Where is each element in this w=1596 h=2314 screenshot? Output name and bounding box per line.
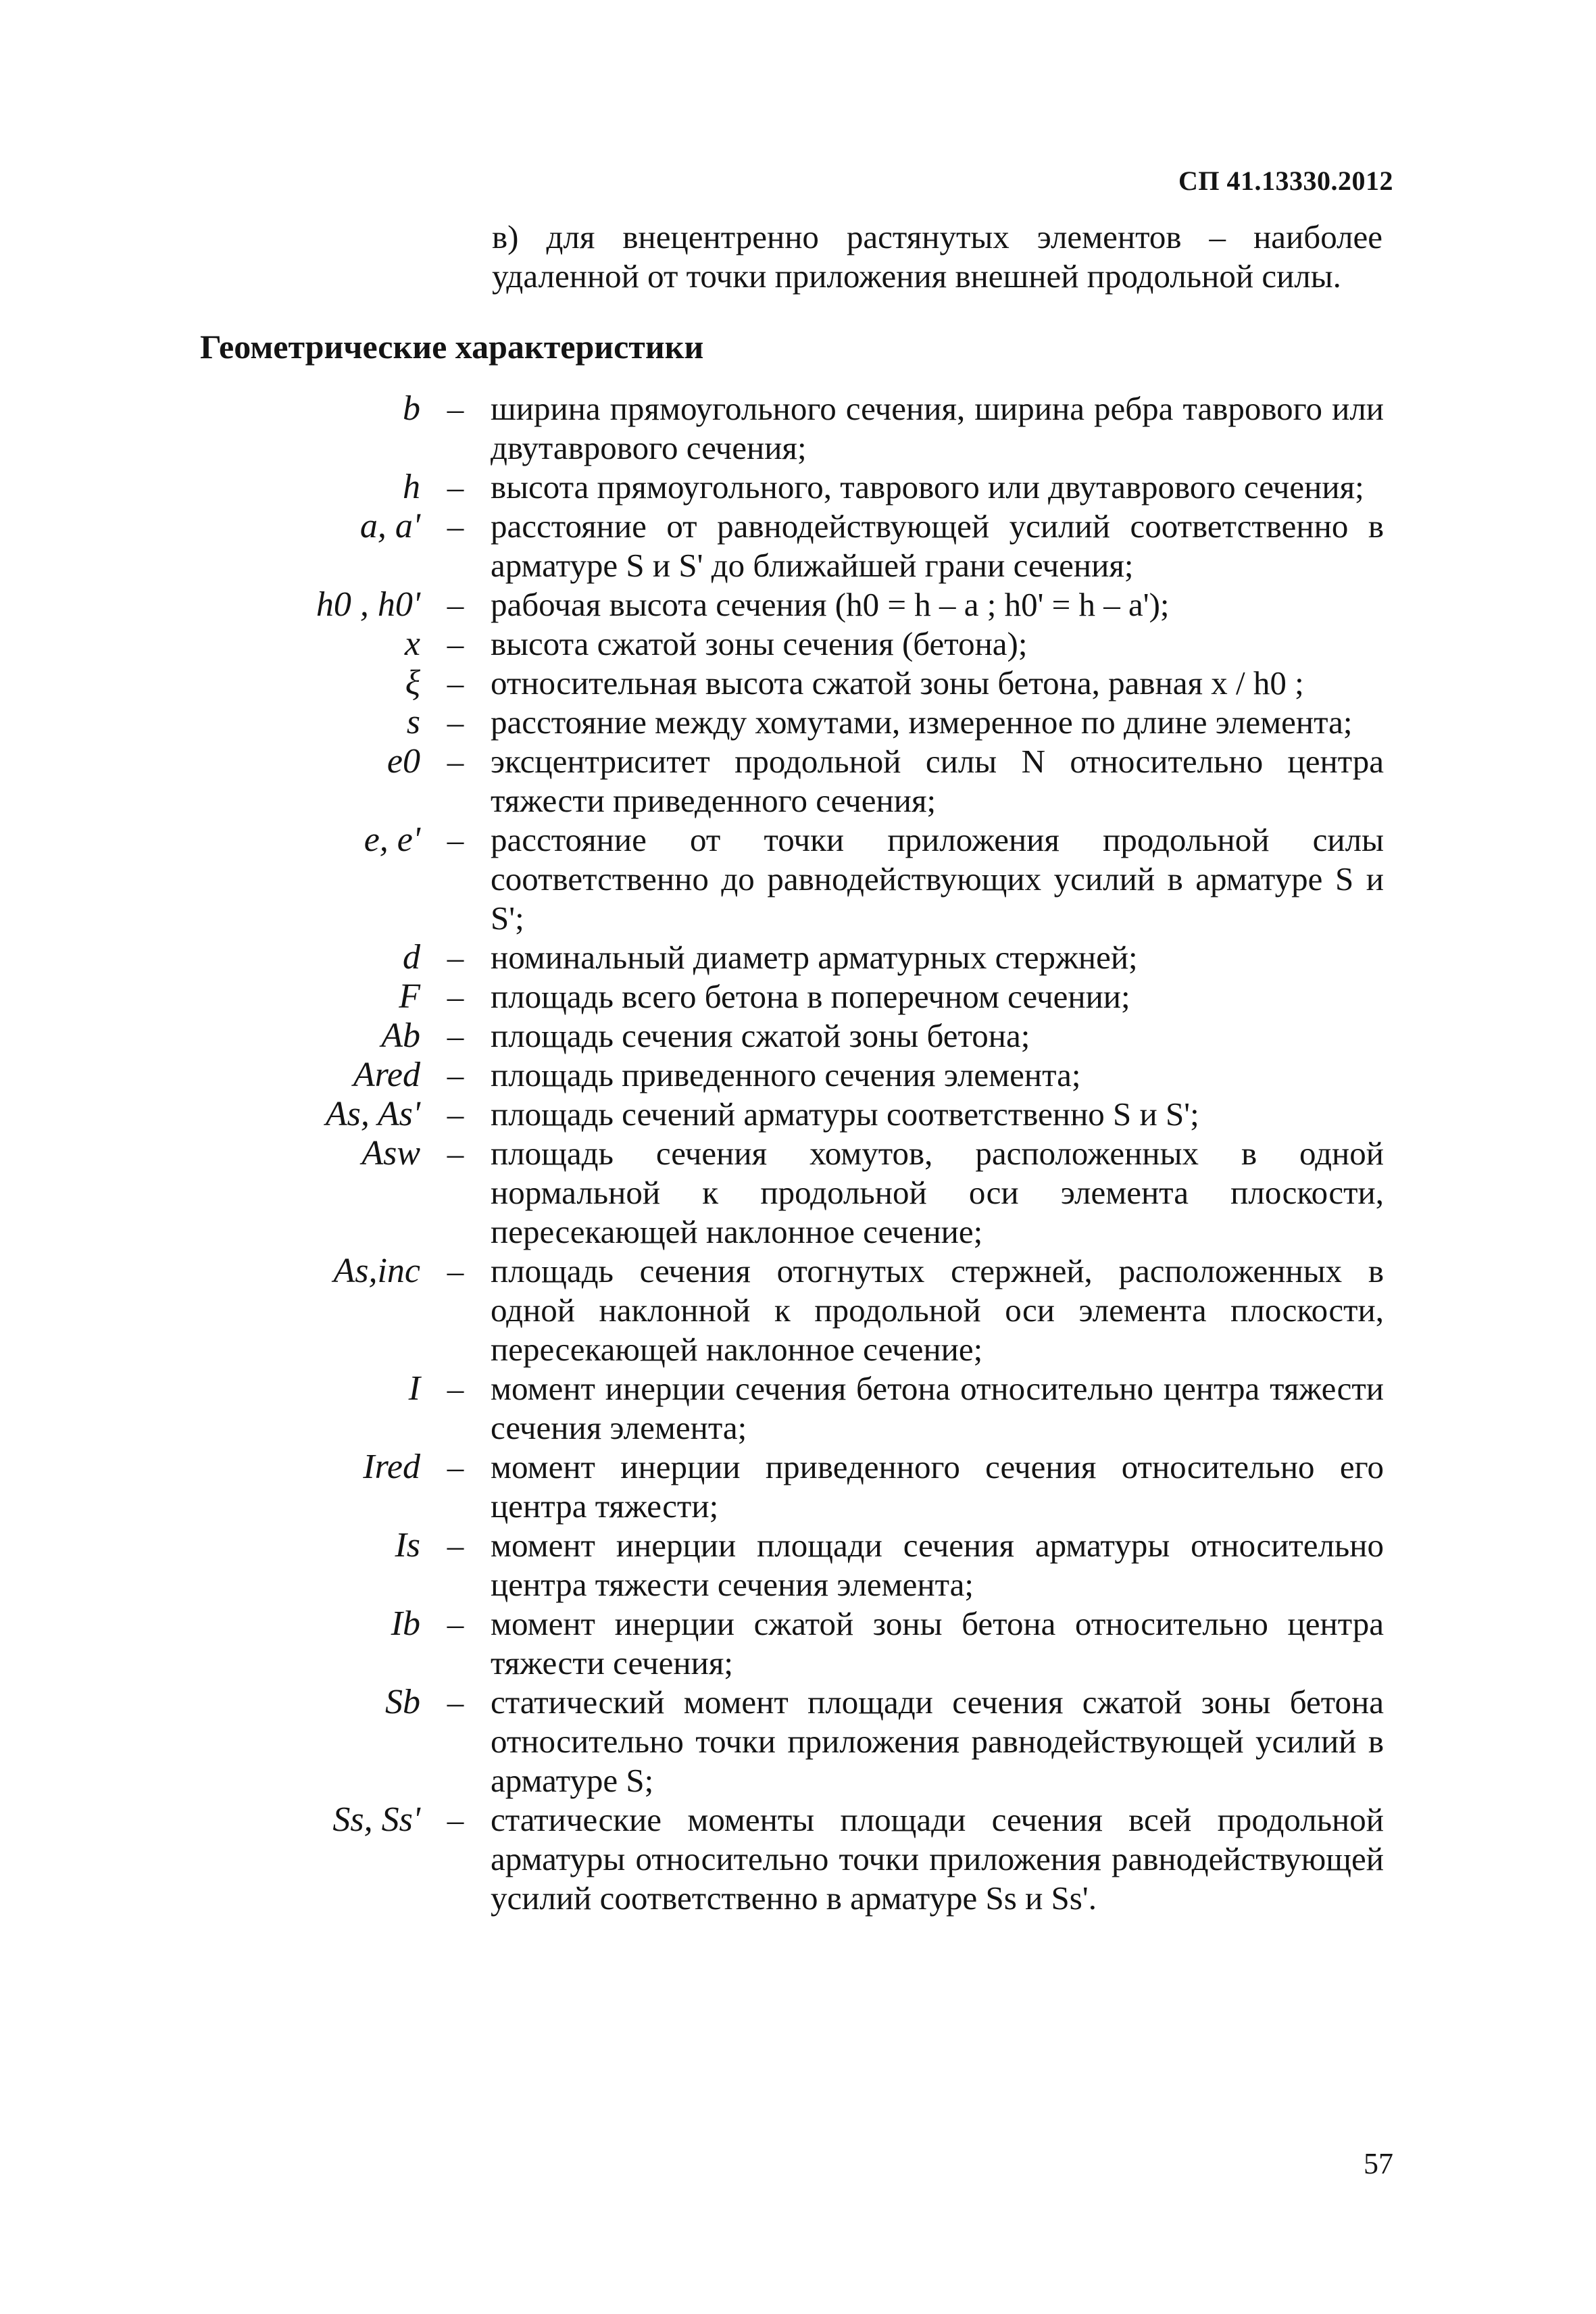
definition-dash: – xyxy=(447,468,464,506)
section-title: Геометрические характеристики xyxy=(200,328,704,366)
definition-text: расстояние от точки приложения продольной силы соответственно до равнодействующих усилий в арматуре S и S'; xyxy=(491,821,1384,937)
definitions-list xyxy=(203,389,1384,1918)
definition-symbol: Ab xyxy=(381,1016,420,1055)
definition-row xyxy=(203,1683,1384,1800)
definition-row xyxy=(203,1252,1384,1369)
definition-text: статические моменты площади сечения всей продольной арматуры относительно точки приложения равнодействующей усилий соответственно в арматуре Ss и Ss'. xyxy=(491,1801,1384,1917)
definition-row xyxy=(203,977,1384,1016)
definition-symbol: Ss, Ss' xyxy=(332,1800,420,1839)
definition-symbol: Ared xyxy=(353,1056,420,1094)
definition-text: ширина прямоугольного сечения, ширина ребра таврового или двутаврового сечения; xyxy=(491,390,1384,466)
definition-row xyxy=(203,585,1384,624)
definition-dash: – xyxy=(447,1252,464,1289)
definition-text: момент инерции приведенного сечения относительно его центра тяжести; xyxy=(491,1448,1384,1525)
definition-text: площадь сечения сжатой зоны бетона; xyxy=(491,1017,1030,1054)
definition-row xyxy=(203,1800,1384,1918)
definition-symbol: As, As' xyxy=(325,1095,420,1133)
definition-symbol: Is xyxy=(395,1526,420,1565)
definition-row xyxy=(203,820,1384,938)
definition-symbol: e0 xyxy=(386,742,420,781)
definition-row xyxy=(203,1095,1384,1134)
definition-row xyxy=(203,1526,1384,1604)
definition-symbol: s xyxy=(406,703,420,741)
definition-text: момент инерции площади сечения арматуры относительно центра тяжести сечения элемента; xyxy=(491,1527,1384,1603)
definition-symbol: F xyxy=(399,977,420,1016)
intro-paragraph: в) для внецентренно растянутых элементов – наиболее удаленной от точки приложения внешней продольной силы. xyxy=(492,218,1382,295)
definition-text: момент инерции сжатой зоны бетона относительно центра тяжести сечения; xyxy=(491,1605,1384,1681)
definition-dash: – xyxy=(447,704,464,741)
definition-dash: – xyxy=(447,978,464,1015)
definition-dash: – xyxy=(447,1135,464,1172)
definition-dash: – xyxy=(447,664,464,701)
definition-row xyxy=(203,468,1384,507)
definition-dash: – xyxy=(447,1017,464,1054)
definition-dash: – xyxy=(447,1448,464,1485)
definition-row xyxy=(203,664,1384,703)
definition-row xyxy=(203,1016,1384,1056)
definition-row xyxy=(203,742,1384,820)
definition-text: высота сжатой зоны сечения (бетона); xyxy=(491,625,1028,662)
definition-dash: – xyxy=(447,1056,464,1093)
definition-symbol: b xyxy=(403,389,420,428)
definition-text: рабочая высота сечения (h0 = h – a ; h0' = h – a'); xyxy=(491,586,1170,623)
definition-symbol: x xyxy=(404,624,420,663)
definition-text: высота прямоугольного, таврового или двутаврового сечения; xyxy=(491,468,1364,506)
definition-dash: – xyxy=(447,508,464,545)
definition-text: относительная высота сжатой зоны бетона, равная x / h0 ; xyxy=(491,664,1304,701)
definition-dash: – xyxy=(447,1096,464,1133)
definition-dash: – xyxy=(447,1605,464,1642)
definition-symbol: Ired xyxy=(363,1448,420,1486)
definition-symbol: ξ xyxy=(405,664,420,702)
definition-symbol: Asw xyxy=(361,1134,420,1173)
definition-dash: – xyxy=(447,1683,464,1721)
definition-row xyxy=(203,1448,1384,1526)
definition-text: площадь сечения хомутов, расположенных в одной нормальной к продольной оси элемента плоскости, пересекающей наклонное сечение; xyxy=(491,1135,1384,1250)
definition-row xyxy=(203,1134,1384,1252)
definition-symbol: a, a' xyxy=(359,507,420,545)
definition-row xyxy=(203,1604,1384,1683)
document-code: СП 41.13330.2012 xyxy=(1178,166,1393,196)
definition-text: номинальный диаметр арматурных стержней; xyxy=(491,939,1138,976)
definition-row xyxy=(203,389,1384,468)
definition-text: эксцентриситет продольной силы N относительно центра тяжести приведенного сечения; xyxy=(491,743,1384,819)
definition-text: расстояние между хомутами, измеренное по длине элемента; xyxy=(491,704,1353,741)
definition-text: расстояние от равнодействующей усилий соответственно в арматуре S и S' до ближайшей грани сечения; xyxy=(491,508,1384,584)
definition-symbol: h0 , h0' xyxy=(316,585,420,624)
definition-symbol: d xyxy=(403,938,420,977)
definition-symbol: I xyxy=(408,1369,420,1408)
definition-row xyxy=(203,507,1384,585)
definition-dash: – xyxy=(447,939,464,976)
definition-dash: – xyxy=(447,1527,464,1564)
definition-row xyxy=(203,703,1384,742)
definition-dash: – xyxy=(447,586,464,623)
definition-symbol: Ib xyxy=(391,1604,420,1643)
definition-symbol: As,inc xyxy=(333,1252,420,1290)
definition-dash: – xyxy=(447,625,464,662)
definition-row xyxy=(203,938,1384,977)
definition-text: площадь сечения отогнутых стержней, расположенных в одной наклонной к продольной оси элемента плоскости, пересекающей наклонное сечение; xyxy=(491,1252,1384,1368)
definition-text: площадь всего бетона в поперечном сечении; xyxy=(491,978,1130,1015)
definition-text: статический момент площади сечения сжатой зоны бетона относительно точки приложения равнодействующей усилий в арматуре S; xyxy=(491,1683,1384,1799)
definition-symbol: h xyxy=(403,468,420,506)
definition-dash: – xyxy=(447,390,464,427)
definition-dash: – xyxy=(447,743,464,780)
definition-row xyxy=(203,1369,1384,1448)
definition-symbol: e, e' xyxy=(364,820,420,859)
definition-text: площадь приведенного сечения элемента; xyxy=(491,1056,1081,1093)
definition-text: площадь сечений арматуры соответственно S и S'; xyxy=(491,1096,1199,1133)
definition-symbol: Sb xyxy=(385,1683,420,1721)
definition-dash: – xyxy=(447,1801,464,1838)
definition-row xyxy=(203,624,1384,664)
definition-dash: – xyxy=(447,1370,464,1407)
definition-dash: – xyxy=(447,821,464,858)
definition-text: момент инерции сечения бетона относительно центра тяжести сечения элемента; xyxy=(491,1370,1384,1446)
definition-row xyxy=(203,1056,1384,1095)
page-number: 57 xyxy=(1364,2147,1393,2180)
